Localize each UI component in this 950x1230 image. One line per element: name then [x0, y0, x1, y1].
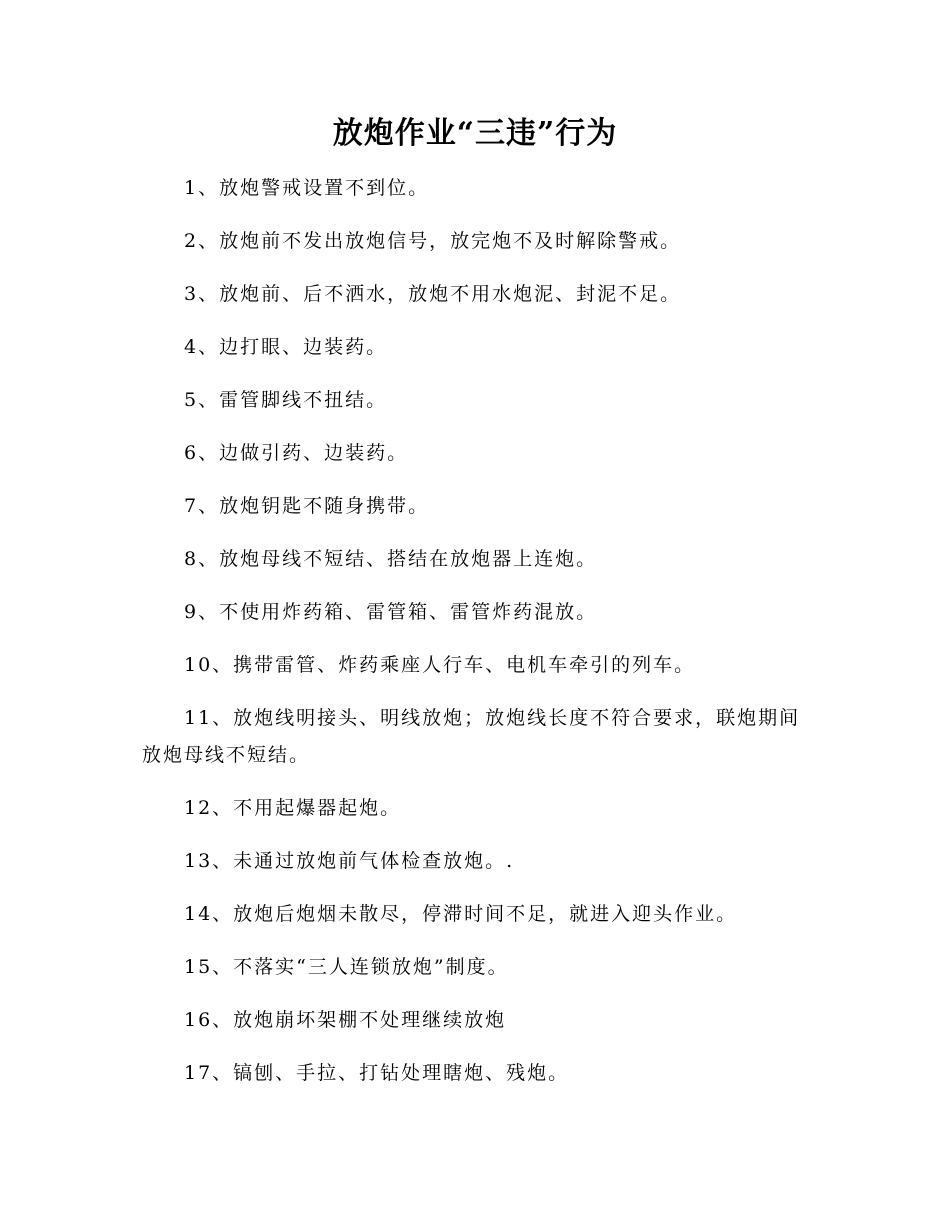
list-item: 8、放炮母线不短结、搭结在放炮器上连炮。	[184, 548, 598, 570]
list-item: 2、放炮前不发出放炮信号，放完炮不及时解除警戒。	[184, 230, 682, 252]
list-item: 6、边做引药、边装药。	[184, 442, 409, 464]
list-item: 12、不用起爆器起炮。	[184, 797, 402, 819]
list-item: 3、放炮前、后不洒水，放炮不用水炮泥、封泥不足。	[184, 283, 682, 305]
list-item: 1、放炮警戒设置不到位。	[184, 177, 430, 199]
list-item: 7、放炮钥匙不随身携带。	[184, 495, 430, 517]
list-item: 15、不落实“三人连锁放炮”制度。	[184, 956, 509, 978]
list-item: 10、携带雷管、炸药乘座人行车、电机车牵引的列车。	[184, 654, 696, 676]
list-item: 14、放炮后炮烟未散尽，停滞时间不足，就进入迎头作业。	[184, 903, 738, 925]
list-item: 5、雷管脚线不扭结。	[184, 389, 388, 411]
list-item: 13、未通过放炮前气体检查放炮。.	[184, 850, 515, 872]
list-item: 11、放炮线明接头、明线放炮；放炮线长度不符合要求，联炮期间放炮母线不短结。	[142, 707, 801, 766]
list-item: 4、边打眼、边装药。	[184, 336, 388, 358]
rule-list	[142, 170, 802, 1108]
list-item: 16、放炮崩坏架棚不处理继续放炮	[184, 1009, 507, 1031]
page-title: 放炮作业“三违”行为	[332, 116, 618, 151]
list-item: 9、不使用炸药箱、雷管箱、雷管炸药混放。	[184, 601, 598, 623]
list-item: 17、镐刨、手拉、打钻处理瞎炮、残炮。	[184, 1062, 570, 1084]
